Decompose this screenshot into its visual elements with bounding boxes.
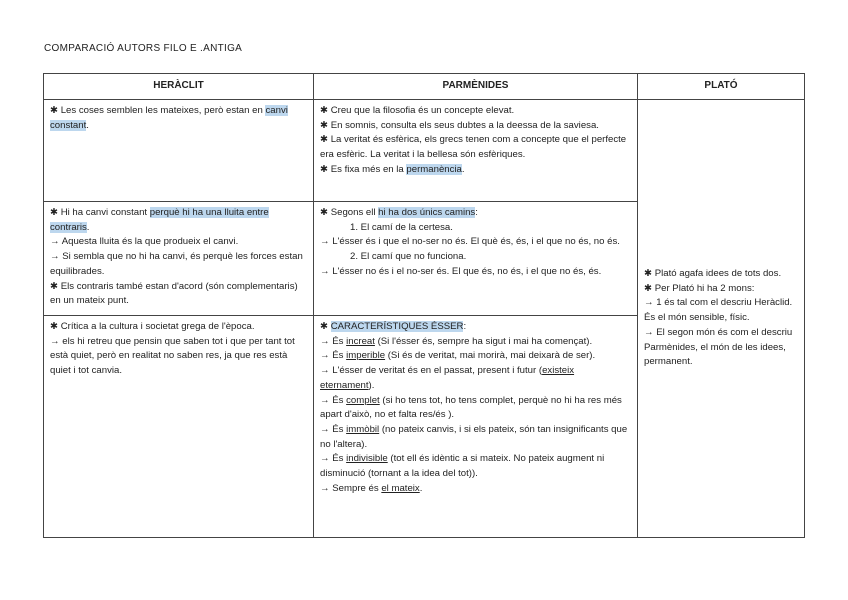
list-item: → els hi retreu que pensin que saben tot i que per tant tot està quiet, però en realitat no saben res, ja que res està quiet i tot canvia. — [50, 335, 295, 377]
parmenides-cell-3 — [314, 316, 638, 538]
underlined-term: el mateix — [381, 482, 420, 494]
list-item: ✱ En somnis, consulta els seus dubtes a la deessa de la saviesa. — [320, 119, 599, 131]
list-item: 1. El camí de la certesa. — [350, 221, 453, 233]
header-heraclit: HERÀCLIT — [44, 74, 314, 100]
comparison-table — [43, 73, 805, 538]
heraclit-cell-2 — [44, 202, 314, 316]
highlight: canvi constant — [50, 105, 288, 131]
highlight: perquè hi ha una lluita entre contraris — [50, 207, 269, 233]
list-item: ✱ Els contraris també estan d'acord (són complementaris) en un mateix punt. — [50, 280, 298, 307]
list-item: ✱ Plató agafa idees de tots dos. — [644, 268, 782, 280]
header-plato: PLATÓ — [638, 74, 805, 100]
list-item: → És imperible (Si és de veritat, mai morirà, mai deixarà de ser). — [320, 350, 596, 362]
list-item: ✱ La veritat és esfèrica, els grecs tenen com a concepte que el perfecte era esfèric. La veritat i la bellesa són esfèriques. — [320, 134, 627, 161]
list-item: → És immòbil (no pateix canvis, i si els pateix, són tan insignificants que no l'altera). — [320, 423, 628, 450]
list-item: → L'ésser és i que el no-ser no és. El què és, és, i el que no és, no és. — [320, 236, 620, 248]
list-item: → És indivisible (tot ell és idèntic a si mateix. No pateix augment ni disminució (tornant a la idea del tot)). — [320, 453, 605, 480]
underlined-term: increat — [346, 335, 375, 347]
list-item: → És increat (Si l'ésser és, sempre ha sigut i mai ha començat). — [320, 335, 593, 347]
list-item: ✱ Hi ha canvi constant perquè hi ha una lluita entre contraris. — [50, 207, 269, 233]
list-item: → El segon món és com el descriu Parmènides, el món de les idees, permanent. — [644, 326, 793, 368]
list-item: ✱ Les coses semblen les mateixes, però estan en canvi constant. — [50, 105, 288, 131]
list-item: ✱ Per Plató hi ha 2 mons: — [644, 282, 755, 294]
parmenides-cell-2 — [314, 202, 638, 316]
list-item: ✱ Es fixa més en la permanència. — [320, 163, 465, 175]
parmenides-cell-1 — [314, 100, 638, 202]
underlined-term: immòbil — [346, 423, 380, 435]
underlined-term: indivisible — [346, 453, 388, 465]
list-item: → 1 és tal com el descriu Heràclid. És el món sensible, físic. — [644, 297, 793, 324]
list-item: → Aquesta lluita és la que produeix el canvi. — [50, 236, 239, 248]
list-item: ✱ Segons ell hi ha dos únics camins: — [320, 207, 478, 218]
list-item: → Si sembla que no hi ha canvi, és perquè les forces estan equilibrades. — [50, 251, 303, 277]
list-item: → Sempre és el mateix. — [320, 482, 423, 494]
underlined-term: existeix eternament — [320, 365, 575, 391]
header-row — [44, 74, 805, 100]
heraclit-cell-1 — [44, 100, 314, 202]
list-item: ✱ Crítica a la cultura i societat grega de l'època. — [50, 321, 255, 332]
highlight: CARACTERÍSTIQUES ÉSSER — [330, 321, 464, 332]
heraclit-cell-3 — [44, 316, 314, 538]
underlined-term: imperible — [346, 350, 386, 362]
list-item: → L'ésser de veritat és en el passat, present i futur (existeix eternament). — [320, 365, 575, 391]
section-heading: ✱ CARACTERÍSTIQUES ÉSSER: — [320, 321, 467, 332]
header-parmenides: PARMÈNIDES — [314, 74, 638, 100]
list-item: ✱ Creu que la filosofia és un concepte elevat. — [320, 105, 515, 116]
table-row — [44, 100, 805, 202]
list-item: 2. El camí que no funciona. — [350, 251, 467, 263]
document-title: COMPARACIÓ AUTORS FILO E .ANTIGA — [44, 43, 243, 54]
plato-cell — [638, 100, 805, 538]
highlight: permanència — [406, 163, 462, 175]
list-item: → És complet (si ho tens tot, ho tens complet, perquè no hi ha res més apart d'això, no et falta res/és ). — [320, 394, 622, 421]
list-item: → L'ésser no és i el no-ser és. El que és, no és, i el que no és, és. — [320, 265, 602, 277]
highlight: hi ha dos únics camins — [378, 207, 476, 218]
underlined-term: complet — [346, 394, 380, 406]
